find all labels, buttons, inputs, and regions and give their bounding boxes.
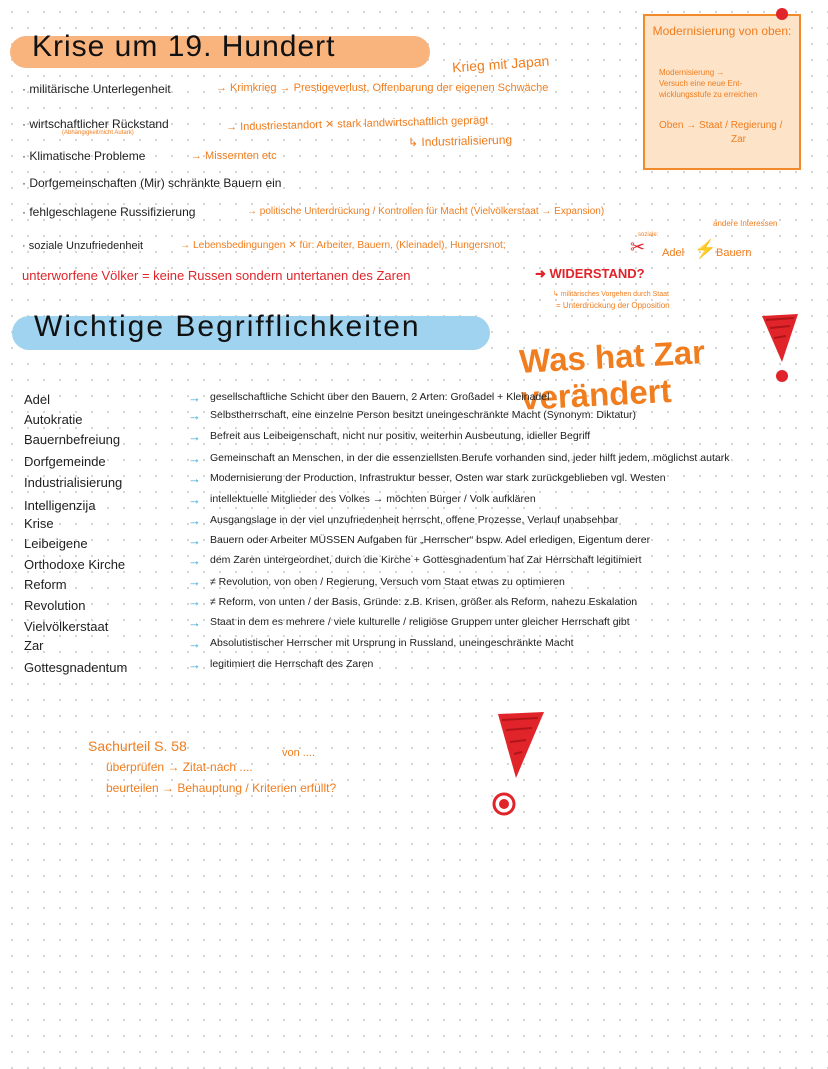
arrow-icon: → [188, 615, 201, 630]
row-label: Dorfgemeinschaften (Mir) schränkte Bauern ein [29, 176, 282, 190]
crisis-russification-note: andere Interessen [713, 219, 778, 228]
term: Revolution [24, 598, 86, 613]
lightning-icon: ⚡ [694, 239, 717, 259]
arrow-icon: → [188, 594, 201, 609]
arrow-icon: → [188, 390, 201, 405]
sachurteil-heading: Sachurteil S. 58 [88, 738, 187, 754]
section-title-crisis: Krise um 19. Hundert [32, 30, 336, 63]
crisis-economy-label: · wirtschaftlicher Rückstand [22, 117, 169, 131]
note-war-japan: Krieg mit Japan [451, 52, 550, 76]
pin-icon [776, 8, 788, 20]
arrow-icon: → [188, 657, 201, 672]
definition: Staat in dem es mehrere / viele kulturelle / religiöse Gruppen unter gleicher Herrschaft gibt [210, 616, 630, 628]
crisis-economy-detail: → Industriestandort ✕ stark landwirtschaftlich geprägt [225, 114, 489, 134]
row-label: militärische Unterlegenheit [29, 82, 171, 96]
sachurteil-check: überprüfen → Zitat-nach .... [106, 760, 253, 774]
crisis-russification-detail: → politische Unterdrückung / Kontrollen für Macht (Vielvölkerstaat → Expansion) [247, 206, 605, 217]
box-line: Oben → Staat / Regierung / [659, 120, 783, 131]
term: Krise [24, 516, 54, 531]
arrow-icon: → [188, 533, 201, 548]
soziale-label: soziale: [638, 232, 659, 238]
exclamation-icon [486, 708, 550, 820]
term: Bauernbefreiung [24, 432, 121, 447]
scissors-icon: ✂ [630, 237, 646, 257]
definition: Modernisierung der Production, Infrastruktur besser, Osten war stark zurückgeblieben vgl. Westen [210, 472, 666, 484]
crisis-military-label: · militärische Unterlegenheit [22, 82, 171, 96]
row-label: fehlgeschlagene Russifizierung [29, 205, 196, 219]
arrow-icon: → [188, 471, 201, 486]
definition: Gemeinschaft an Menschen, in der die essenziellsten Berufe vorhanden sind, jeder hilft jedem, möglichst autark [210, 452, 730, 464]
question-what-changed: Was hat Zar verändert [518, 333, 706, 417]
section-title-terms: Wichtige Begrifflichkeiten [34, 310, 421, 343]
term: Intelligenzija [24, 498, 96, 513]
sachurteil-von: von .... [282, 747, 316, 759]
definition: ≠ Reform, von unten / der Basis, Gründe: z.B. Krisen, größer als Reform, nahezu Eskalation [210, 596, 638, 608]
crisis-social-label: · soziale Unzufriedenheit [22, 240, 144, 252]
peoples-statement: unterworfene Völker = keine Russen sondern untertanen des Zaren [22, 268, 411, 283]
term: Adel [24, 392, 51, 407]
row-label: Klimatische Probleme [29, 149, 146, 163]
definition: gesellschaftliche Schicht über den Bauern, 2 Arten: Großadel + Kleinadel [210, 391, 550, 403]
arrow-icon: → [188, 574, 201, 589]
crisis-economy-sub: (Abhängigkeit/nicht Autark) [62, 130, 134, 136]
term: Zar [24, 638, 44, 653]
crisis-climate-label: · Klimatische Probleme [22, 149, 146, 163]
crisis-climate-detail: → Missernten etc [191, 150, 277, 162]
resistance-note-1: ↳ militärisches Vorgehen durch Staat [553, 291, 669, 298]
definition: intellektuelle Mitglieder des Volkes → möchten Bürger / Volk aufklären [210, 493, 536, 505]
bauern-label: Bauern [716, 247, 752, 259]
arrow-icon: → [188, 636, 201, 651]
term: Leibeigene [24, 536, 88, 551]
term: Dorfgemeinde [24, 454, 106, 469]
definition: legitimiert die Herrschaft des Zaren [210, 658, 374, 670]
box-line: Versuch eine neue Ent- [659, 79, 743, 88]
row-label: soziale Unzufriedenheit [28, 240, 144, 252]
arrow-icon: → [188, 408, 201, 423]
crisis-military-detail: → Krimkrieg → Prestigeverlust, Offenbarung der eigenen Schwäche [216, 82, 549, 94]
box-title: Modernisierung von oben: [652, 24, 792, 38]
modernization-sticky-note [643, 14, 801, 170]
definition: dem Zaren untergeordnet, durch die Kirche + Gottesgnadentum hat Zar Herrschaft legitimiert [210, 554, 642, 566]
crisis-village-label: · Dorfgemeinschaften (Mir) schränkte Bauern ein [22, 176, 282, 190]
arrow-icon: → [188, 451, 201, 466]
term: Gottesgnadentum [24, 660, 128, 675]
arrow-icon: → [188, 492, 201, 507]
box-line: Modernisierung → [659, 68, 725, 77]
sachurteil-judge: beurteilen → Behauptung / Kriterien erfüllt? [106, 781, 337, 795]
resistance-note-2: = Unterdrückung der Opposition [556, 301, 670, 310]
definition: Befreit aus Leibeigenschaft, nicht nur positiv, weiterhin Ausbeutung, idieller Begriff [210, 430, 591, 442]
definition: Bauern oder Arbeiter MÜSSEN Aufgaben für „Herrscher“ bspw. Adel erledigen, Eigentum derer [210, 534, 651, 546]
definition: Absolutistischer Herrscher mit Ursprung in Russland, uneingeschränkte Macht [210, 637, 574, 649]
adel-label: Adel [662, 247, 685, 259]
arrow-icon: → [188, 513, 201, 528]
crisis-social-detail: → Lebensbedingungen ✕ für: Arbeiter, Bauern, (Kleinadel), Hungersnot; [180, 240, 506, 251]
term: Autokratie [24, 412, 83, 427]
definition: Selbstherrschaft, eine einzelne Person besitzt uneingeschränkte Macht (Synonym: Diktatur) [210, 409, 637, 421]
term: Orthodoxe Kirche [24, 557, 126, 572]
box-line: Zar [731, 134, 746, 145]
exclamation-icon [752, 310, 806, 386]
arrow-icon: → [188, 553, 201, 568]
term: Vielvölkerstaat [24, 619, 109, 634]
arrow-icon: → [188, 429, 201, 444]
term: Reform [24, 577, 67, 592]
term: Industrialisierung [24, 475, 123, 490]
row-label: wirtschaftlicher Rückstand [29, 117, 169, 131]
definition: Ausgangslage in der viel unzufriedenheit herrscht, offene Prozesse, Verlauf unabsehbar [210, 514, 619, 526]
crisis-economy-note: ↳ Industrialisierung [407, 132, 513, 150]
crisis-russification-label: · fehlgeschlagene Russifizierung [22, 205, 196, 219]
box-line: wicklungsstufe zu erreichen [659, 90, 758, 99]
definition: ≠ Revolution, von oben / Regierung, Versuch vom Staat etwas zu optimieren [210, 576, 565, 588]
resistance-label: ➜ WIDERSTAND? [535, 266, 645, 281]
